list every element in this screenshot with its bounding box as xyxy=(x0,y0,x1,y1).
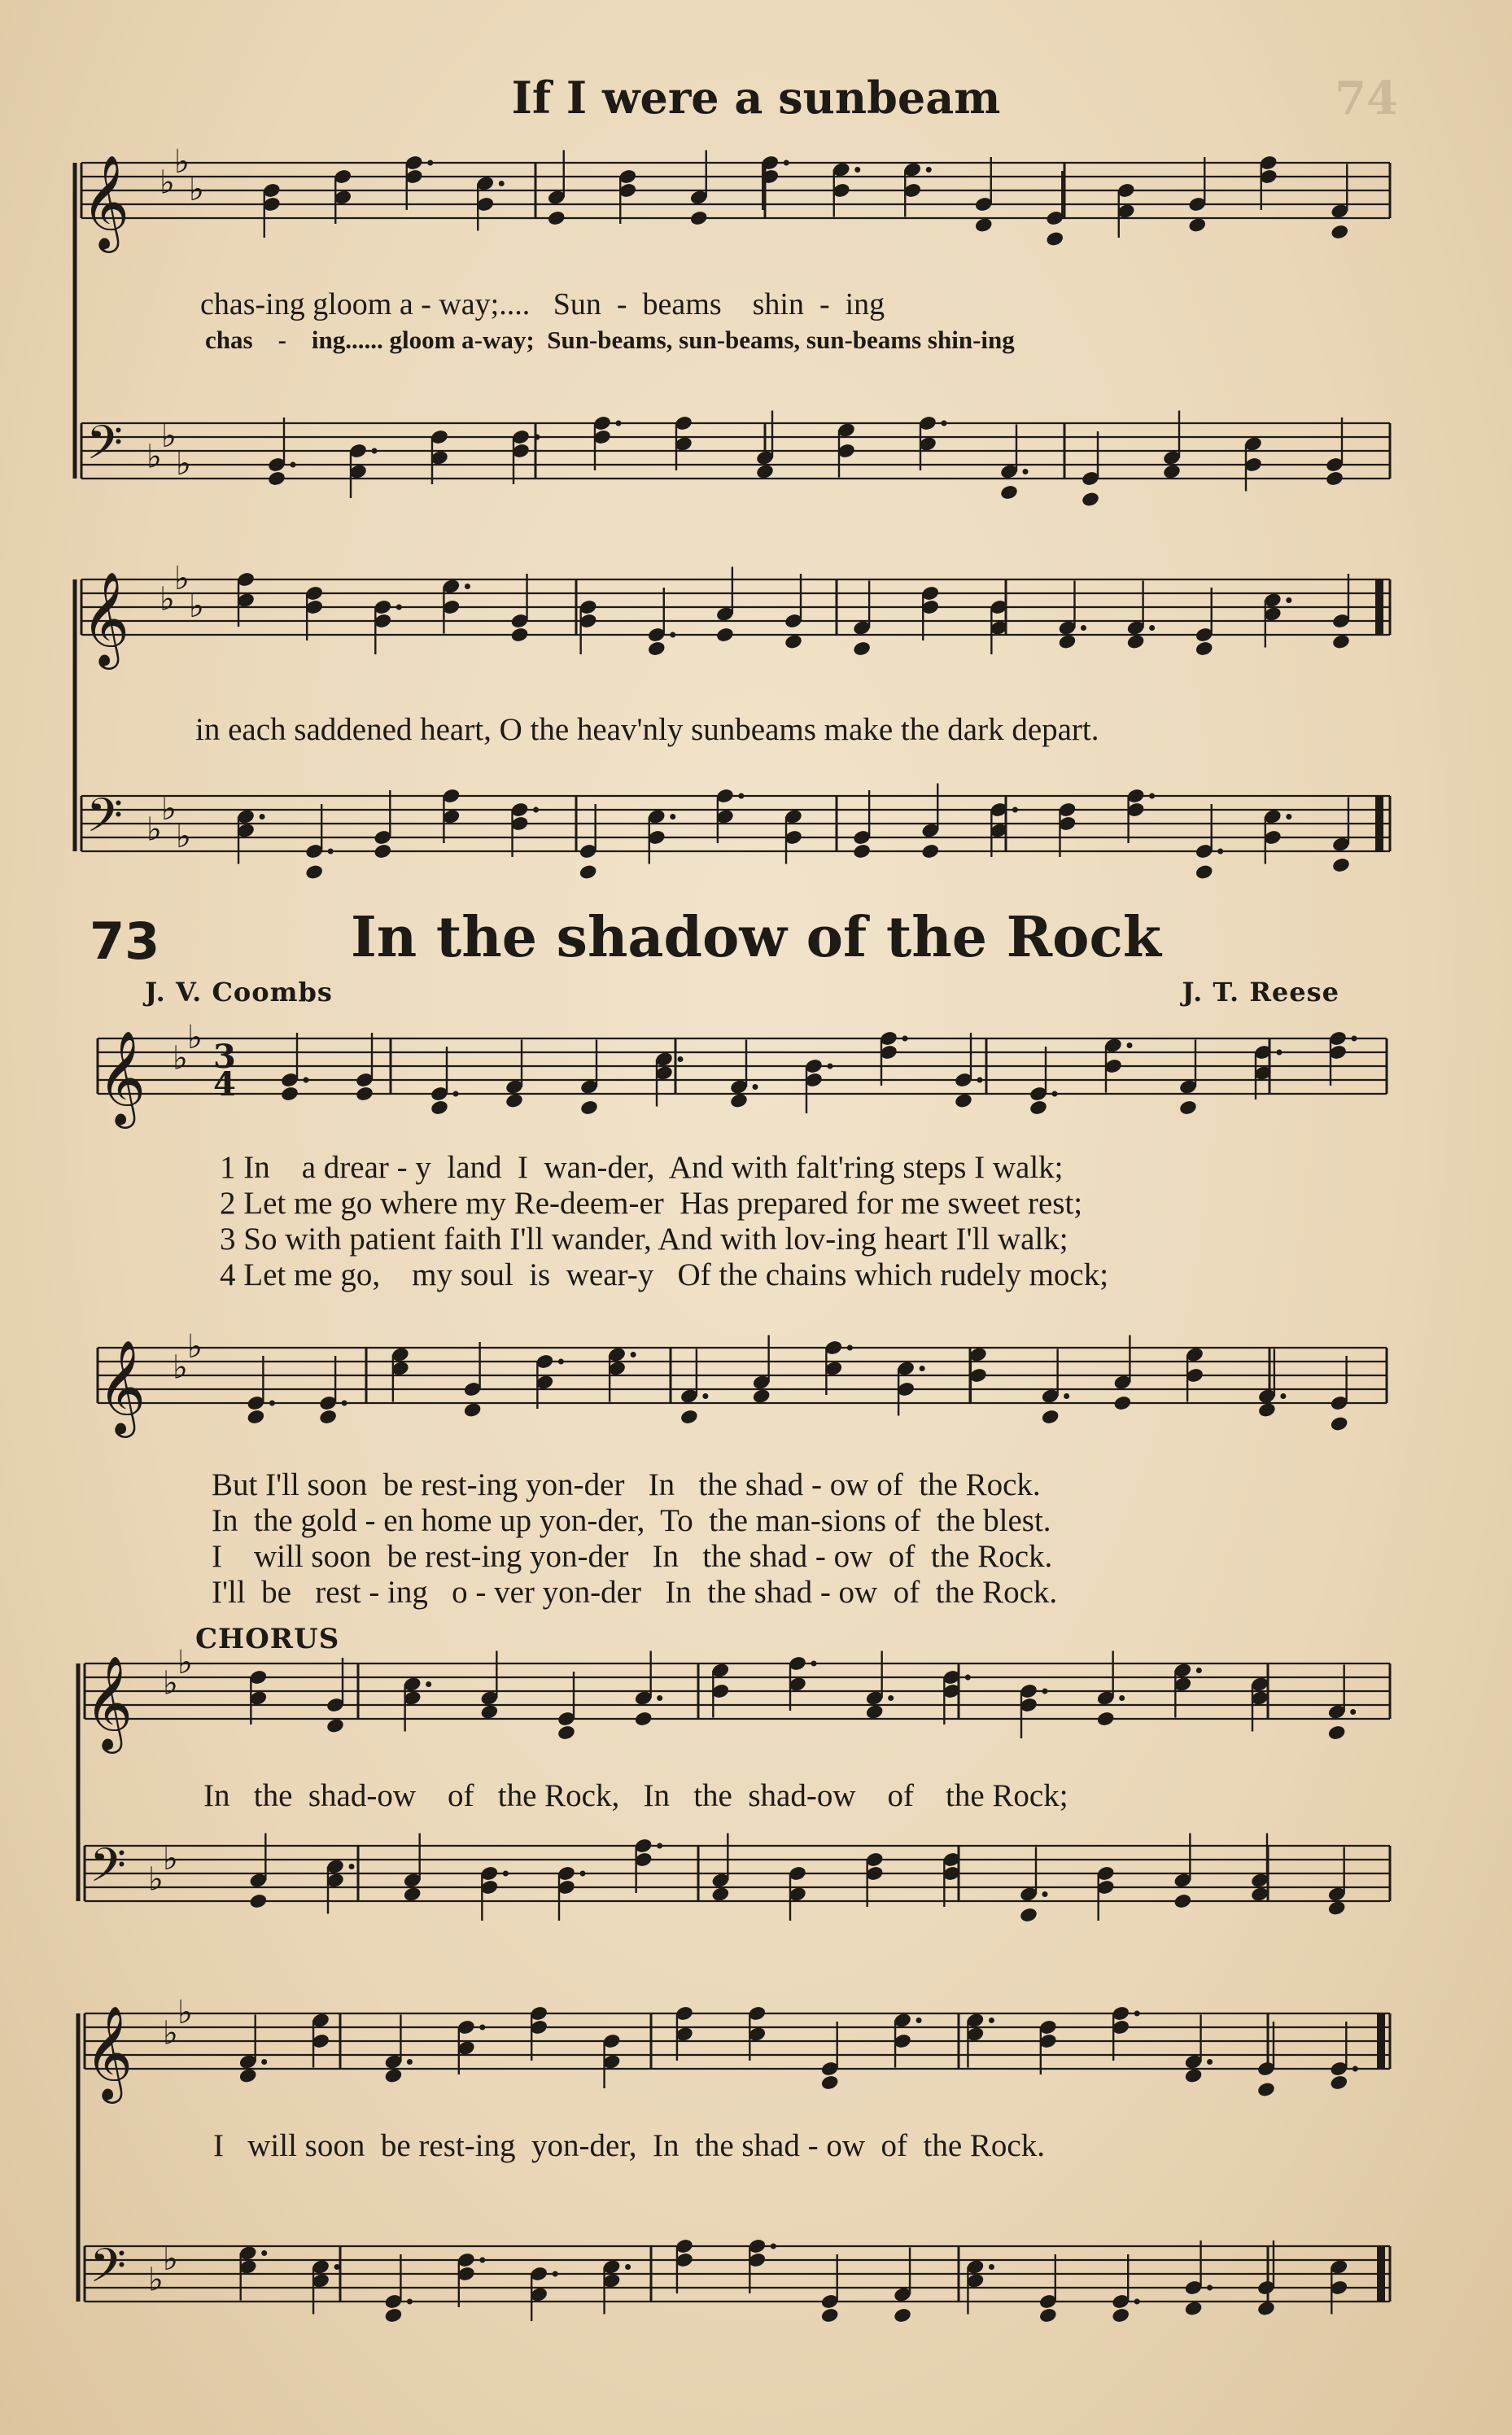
chorus1-treble-clef: 𝄞 xyxy=(85,1655,133,1750)
verse-line-b-3: I will soon be rest-ing yon-der In the shad - ow of the Rock. xyxy=(212,1539,1053,1574)
verse1-note-head xyxy=(729,1092,749,1109)
verse2-note-head xyxy=(1257,1401,1277,1419)
system2-treble-note-dot xyxy=(670,632,675,638)
system2-treble-note-dot xyxy=(1286,597,1291,603)
chorus2-bass-note-dot xyxy=(261,2250,267,2256)
chorus1-treble-note-head xyxy=(1096,1711,1116,1728)
chorus1-key-signature: ♭ xyxy=(163,1664,178,1703)
chorus1-treble-note-head xyxy=(1327,1725,1347,1742)
verse2-key-signature: ♭ xyxy=(187,1328,203,1366)
chorus2-treble-note-head xyxy=(1329,2074,1348,2092)
chorus1-treble-note-dot xyxy=(1350,1709,1356,1715)
system2-treble-note-head xyxy=(852,640,872,658)
chorus2-treble-note-dot xyxy=(1207,2059,1213,2065)
system1-bass-note-head xyxy=(999,484,1019,501)
system2-treble-note-head xyxy=(1331,633,1351,650)
system2-bass-note-dot xyxy=(670,814,675,820)
lyricist-credit: J. V. Coombs xyxy=(145,977,333,1008)
chorus1-treble-note-head xyxy=(557,1725,576,1742)
system2-bass-note-head xyxy=(1331,857,1351,874)
system1-bass-key: ♭ xyxy=(176,445,191,483)
chorus2-bass-note-head xyxy=(383,2307,403,2324)
verse2-note-dot xyxy=(1280,1393,1286,1399)
chorus1-bass-note-head xyxy=(403,1886,422,1903)
chorus1-bass-key: ♭ xyxy=(163,1840,178,1878)
chorus2-treble-clef: 𝄞 xyxy=(85,2004,133,2100)
verse1-note-head xyxy=(954,1092,973,1109)
system2-bass-note-head xyxy=(579,863,598,881)
verse2-note-dot xyxy=(702,1393,708,1399)
hymn-number: 73 xyxy=(90,911,160,971)
system2-bass-note-dot xyxy=(1149,793,1155,799)
system1-key-signature: ♭ xyxy=(174,143,190,181)
verse1-note-head xyxy=(579,1099,599,1117)
verse2-note-dot xyxy=(920,1366,925,1371)
verse2-note-head xyxy=(752,1388,771,1405)
verse-line-a-4: 4 Let me go, my soul is wear-y Of the chains which rudely mock; xyxy=(220,1257,1109,1292)
verse1-note-head xyxy=(1029,1099,1048,1117)
chorus1-treble-note-dot xyxy=(657,1695,662,1701)
chorus2-treble-note-dot xyxy=(916,2018,922,2023)
chorus-line-1: In the shad-ow of the Rock, In the shad-ow of the Rock; xyxy=(203,1778,1068,1813)
page-number: 74 xyxy=(1335,72,1398,125)
chorus2-bass-key: ♭ xyxy=(163,2240,178,2278)
system1-treble-note-dot xyxy=(427,160,433,166)
system2-bass-final-barline xyxy=(1375,796,1383,851)
system2-treble-note-dot xyxy=(1149,625,1155,631)
chorus1-treble-note-head xyxy=(865,1703,885,1720)
system2-bass-key: ♭ xyxy=(176,818,191,855)
system2-bass-note-dot xyxy=(1012,807,1018,813)
system2-final-barline xyxy=(1375,579,1383,635)
chorus2-treble-note-head xyxy=(238,2067,258,2084)
verse1-note-dot xyxy=(1277,1050,1283,1056)
chorus1-bass-note-head xyxy=(1250,1886,1269,1903)
system2-key-signature: ♭ xyxy=(189,588,204,625)
system2-bass-note-dot xyxy=(738,793,744,799)
chorus1-bass-note-dot xyxy=(657,1843,662,1849)
verse2-treble-clef: 𝄞 xyxy=(98,1339,146,1434)
chorus1-treble-note-dot xyxy=(1042,1689,1048,1694)
chorus2-treble-note-head xyxy=(820,2074,840,2092)
chorus2-bass-key: ♭ xyxy=(148,2261,164,2299)
system1-bass-key: ♭ xyxy=(146,438,162,476)
verse1-note-head xyxy=(505,1092,524,1109)
chorus1-treble-note-dot xyxy=(888,1695,894,1701)
chorus1-key-signature: ♭ xyxy=(177,1644,193,1681)
system1-key-signature: ♭ xyxy=(160,164,175,202)
chorus2-bass-note-head xyxy=(1038,2307,1058,2324)
verse1-note-dot xyxy=(828,1064,833,1069)
chorus1-bass-note-head xyxy=(710,1886,730,1903)
chorus1-bass-note-head xyxy=(248,1893,268,1910)
verse1-key-signature: ♭ xyxy=(173,1039,188,1078)
chorus2-treble-note-dot xyxy=(261,2059,267,2065)
system2-bass-note-dot xyxy=(328,849,334,855)
system2-treble-note-head xyxy=(715,627,735,644)
system1-bass-note-head xyxy=(1162,463,1182,480)
system1-bass-note-dot xyxy=(372,448,378,454)
verse-line-b-4: I'll be rest - ing o - ver yon-der In the shad - ow of the Rock. xyxy=(212,1575,1058,1610)
chorus1-bass-note-head xyxy=(1327,1899,1347,1917)
chorus2-bass-note-dot xyxy=(334,2264,340,2270)
chorus2-bass-note-dot xyxy=(553,2271,558,2277)
system2-bass-note-dot xyxy=(1286,814,1291,820)
verse-line-b-2: In the gold - en home up yon-der, To the man-sions of the blest. xyxy=(212,1503,1051,1538)
chorus2-bass-note-head xyxy=(893,2307,912,2324)
verse1-note-dot xyxy=(977,1078,983,1083)
verse2-note-dot xyxy=(1064,1393,1069,1399)
system1-bass-note-dot xyxy=(291,462,296,468)
chorus1-bass-clef: 𝄢 xyxy=(90,1838,127,1904)
lyric-sys1-main: chas-ing gloom a - way;.... Sun - beams shin - ing xyxy=(200,287,885,321)
verse1-note-dot xyxy=(453,1091,459,1097)
verse1-treble-clef: 𝄞 xyxy=(98,1030,146,1125)
chorus2-bass-note-dot xyxy=(1207,2285,1213,2291)
system2-treble-note-head xyxy=(1195,640,1214,658)
verse2-note-head xyxy=(680,1409,699,1426)
system2-bass-note-head xyxy=(1195,863,1214,881)
verse1-note-head xyxy=(1178,1099,1198,1117)
system2-bass-key: ♭ xyxy=(161,790,177,828)
system1-key-signature: ♭ xyxy=(189,171,204,208)
chorus2-treble-note-dot xyxy=(1352,2066,1358,2072)
chorus1-treble-note-dot xyxy=(1119,1695,1125,1701)
chorus1-bass-note-dot xyxy=(580,1871,586,1877)
chorus2-treble-note-dot xyxy=(407,2059,413,2065)
system2-key-signature: ♭ xyxy=(174,560,190,597)
system1-bass-note-dot xyxy=(535,435,540,440)
chorus2-bass-note-head xyxy=(1111,2307,1130,2324)
system2-bass-note-head xyxy=(852,843,872,860)
system2-bass-note-head xyxy=(304,863,324,881)
chorus2-key-signature: ♭ xyxy=(163,2014,178,2052)
system1-bass-clef: 𝄢 xyxy=(86,415,124,482)
system1-treble-note-head xyxy=(547,210,566,227)
system2-treble-note-dot xyxy=(465,584,470,589)
system1-treble-note-head xyxy=(1045,230,1064,247)
chorus1-bass-note-dot xyxy=(1042,1891,1048,1897)
verse-line-a-2: 2 Let me go where my Re-deem-er Has prepared for me sweet rest; xyxy=(220,1186,1083,1221)
system2-treble-note-head xyxy=(1126,633,1146,650)
chorus2-bass-note-head xyxy=(1184,2300,1204,2317)
system2-treble-note-head xyxy=(1058,633,1077,650)
chorus2-bass-note-dot xyxy=(407,2299,413,2305)
chorus2-treble-note-head xyxy=(1184,2067,1204,2084)
system1-bass-note-head xyxy=(1325,470,1344,487)
chorus2-bass-clef: 𝄢 xyxy=(90,2238,127,2305)
chorus2-bass-note-head xyxy=(820,2307,840,2324)
verse1-note-dot xyxy=(1052,1091,1058,1097)
verse2-note-head xyxy=(1112,1395,1132,1412)
lyric-sys1-alt: chas - ing...... gloom a-way; Sun-beams, sun-beams, sun-beams shin-ing xyxy=(205,326,1015,354)
system2-treble-note-head xyxy=(784,633,803,650)
chorus1-treble-note-dot xyxy=(811,1661,817,1667)
chorus2-treble-note-dot xyxy=(989,2018,994,2023)
verse-line-a-1: 1 In a drear - y land I wan-der, And with falt'ring steps I walk; xyxy=(220,1150,1064,1185)
verse1-note-dot xyxy=(304,1078,309,1083)
chorus1-treble-note-dot xyxy=(426,1681,431,1687)
chorus1-treble-note-head xyxy=(326,1717,345,1734)
system2-treble-note-head xyxy=(510,627,530,644)
chorus2-treble-note-dot xyxy=(479,2025,485,2031)
system1-bass-note-dot xyxy=(1023,469,1029,474)
chorus2-bass-note-dot xyxy=(989,2264,994,2270)
system2-treble-note-dot xyxy=(396,605,402,610)
system2-bass-note-dot xyxy=(260,814,265,820)
hymn-title-sunbeam: If I were a sunbeam xyxy=(511,72,1001,124)
verse2-note-dot xyxy=(558,1359,564,1365)
system2-bass-clef: 𝄢 xyxy=(86,788,124,855)
time-signature-bottom: 4 xyxy=(213,1065,236,1104)
system1-bass-note-dot xyxy=(616,421,622,426)
chorus1-bass-key: ♭ xyxy=(148,1860,164,1899)
chorus1-treble-note-dot xyxy=(1196,1668,1202,1673)
verse2-note-dot xyxy=(269,1401,275,1406)
system1-treble-note-head xyxy=(1187,216,1207,234)
chorus2-bass-note-dot xyxy=(771,2244,776,2249)
chorus1-treble-note-head xyxy=(634,1711,653,1728)
chorus1-treble-note-dot xyxy=(965,1675,971,1681)
system1-treble-note-head xyxy=(689,210,709,227)
chorus2-final-barline xyxy=(1377,2013,1385,2069)
system2-key-signature: ♭ xyxy=(160,580,175,619)
system1-treble-note-head xyxy=(1330,224,1349,241)
verse1-note-dot xyxy=(678,1056,684,1062)
system2-treble-note-head xyxy=(647,640,666,658)
chorus-line-2: I will soon be rest-ing yon-der, In the shad - ow of the Rock. xyxy=(213,2128,1045,2163)
verse2-key-signature: ♭ xyxy=(173,1349,188,1387)
chorus2-bass-final-barline xyxy=(1377,2246,1385,2302)
verse2-note-head xyxy=(463,1401,483,1419)
composer-credit: J. T. Reese xyxy=(1182,977,1339,1008)
system1-treble-note-dot xyxy=(854,167,860,173)
system1-bass-note-head xyxy=(267,470,286,487)
chorus1-bass-note-dot xyxy=(349,1864,355,1869)
system1-bass-note-dot xyxy=(942,421,947,426)
system1-bass-key: ♭ xyxy=(161,417,177,455)
verse1-note-dot xyxy=(753,1084,758,1090)
system2-bass-note-head xyxy=(920,843,940,860)
chorus1-bass-note-head xyxy=(1173,1893,1192,1910)
verse1-note-head xyxy=(355,1086,374,1103)
system2-treble-clef: 𝄞 xyxy=(81,570,130,666)
system2-treble-note-dot xyxy=(1081,625,1086,631)
system1-bass-note-head xyxy=(1081,491,1100,508)
verse-line-a-3: 3 So with patient faith I'll wander, And with lov-ing heart I'll walk; xyxy=(220,1222,1068,1257)
system2-bass-note-head xyxy=(373,843,392,860)
chorus2-bass-note-head xyxy=(1256,2300,1276,2317)
chorus1-bass-note-head xyxy=(1019,1907,1038,1924)
verse2-note-head xyxy=(1041,1409,1060,1426)
chorus-label: CHORUS xyxy=(195,1623,340,1655)
chorus2-bass-note-dot xyxy=(625,2264,631,2270)
verse2-note-dot xyxy=(342,1401,347,1406)
system1-treble-note-dot xyxy=(926,167,932,173)
system2-bass-note-dot xyxy=(533,807,539,813)
system2-bass-note-dot xyxy=(1217,849,1223,855)
verse2-note-head xyxy=(318,1409,338,1426)
verse1-note-dot xyxy=(1352,1036,1357,1042)
chorus2-treble-note-head xyxy=(383,2067,403,2084)
chorus1-bass-note-dot xyxy=(503,1871,509,1877)
verse1-note-head xyxy=(280,1086,299,1103)
chorus2-treble-note-head xyxy=(1256,2081,1276,2098)
time-signature-top: 3 xyxy=(213,1038,236,1076)
system1-treble-note-dot xyxy=(784,160,789,166)
verse1-key-signature: ♭ xyxy=(187,1019,203,1056)
verse2-note-dot xyxy=(847,1345,853,1351)
chorus1-treble-note-head xyxy=(479,1703,499,1720)
chorus2-bass-note-dot xyxy=(1134,2299,1140,2305)
hymn-title-rock: In the shadow of the Rock xyxy=(350,905,1162,970)
verse-line-b-1: But I'll soon be rest-ing yon-der In the shad - ow of the Rock. xyxy=(212,1467,1041,1502)
system1-treble-note-dot xyxy=(499,181,505,186)
chorus2-treble-note-dot xyxy=(1134,2011,1140,2017)
system1-bass-note-head xyxy=(755,463,775,480)
verse1-note-head xyxy=(430,1099,449,1117)
system1-treble-note-head xyxy=(974,216,994,234)
verse1-note-dot xyxy=(1127,1043,1133,1048)
system2-bass-key: ♭ xyxy=(146,811,162,849)
chorus2-bass-note-dot xyxy=(479,2258,485,2263)
system1-treble-clef: 𝄞 xyxy=(81,154,130,249)
chorus2-key-signature: ♭ xyxy=(177,1994,193,2031)
verse2-note-head xyxy=(246,1409,265,1426)
verse1-note-dot xyxy=(902,1036,908,1042)
verse2-note-head xyxy=(1330,1415,1349,1432)
verse2-note-dot xyxy=(631,1352,636,1357)
lyric-sys2: in each saddened heart, O the heav'nly sunbeams make the dark depart. xyxy=(195,712,1099,747)
